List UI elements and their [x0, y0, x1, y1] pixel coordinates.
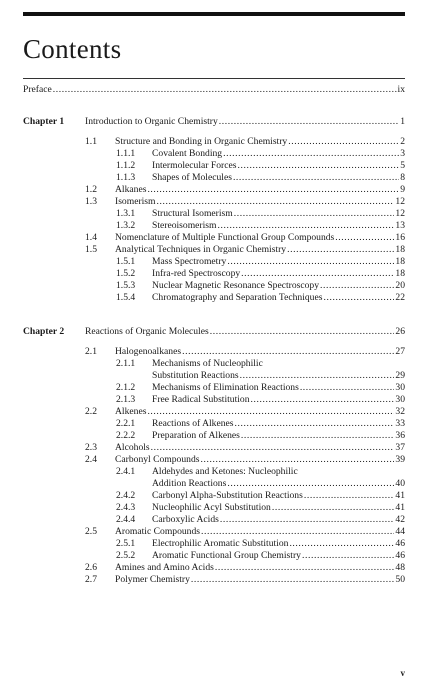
- entry-title: Nucleophilic Acyl Substitution: [152, 502, 271, 513]
- entry-title: Alcohols: [115, 442, 150, 453]
- dot-leader: [287, 244, 394, 256]
- dot-leader: [289, 538, 394, 550]
- entry-page: 12: [395, 208, 405, 219]
- entry-title: Covalent Bonding: [152, 148, 223, 159]
- toc-subsection[interactable]: [116, 292, 405, 304]
- entry-page: 29: [395, 370, 405, 381]
- page-title: Contents: [23, 34, 122, 64]
- entry-title: Isomerism: [115, 196, 156, 207]
- entry-page: 50: [395, 574, 405, 585]
- toc-chapter[interactable]: [23, 116, 405, 128]
- entry-page: 46: [395, 550, 405, 561]
- entry-page: 40: [395, 478, 405, 489]
- entry-page: 27: [395, 346, 405, 357]
- toc-section[interactable]: [85, 244, 405, 256]
- entry-page: 18: [395, 268, 405, 279]
- entry-page: 8: [400, 172, 405, 183]
- entry-number: 1.1.2: [116, 160, 136, 171]
- entry-page: 18: [395, 244, 405, 255]
- entry-number: 1.3: [85, 196, 97, 207]
- toc-subsection-continued[interactable]: [152, 478, 405, 490]
- entry-number: 2.4.1: [116, 466, 136, 477]
- entry-number: Chapter 1: [23, 116, 65, 127]
- entry-page: 41: [395, 502, 405, 513]
- entry-page: 9: [400, 184, 405, 195]
- entry-page: 18: [395, 256, 405, 267]
- entry-number: 1.4: [85, 232, 97, 243]
- dot-leader: [191, 574, 395, 586]
- entry-title: Polymer Chemistry: [115, 574, 190, 585]
- entry-number: 2.1.2: [116, 382, 136, 393]
- dot-leader: [157, 196, 395, 208]
- entry-number: 1.2: [85, 184, 97, 195]
- entry-number: 2.5.1: [116, 538, 136, 549]
- dot-leader: [215, 562, 395, 574]
- entry-page: 37: [395, 442, 405, 453]
- dot-leader: [200, 454, 394, 466]
- dot-leader: [302, 550, 394, 562]
- toc-section[interactable]: [85, 526, 405, 538]
- toc-subsection[interactable]: [116, 256, 405, 268]
- entry-title: Nomenclature of Multiple Functional Group Compounds: [115, 232, 335, 243]
- entry-title: Electrophilic Aromatic Substitution: [152, 538, 289, 549]
- dot-leader: [323, 292, 394, 304]
- dot-leader: [251, 394, 395, 406]
- dot-leader: [147, 406, 394, 418]
- entry-page: 26: [395, 326, 405, 337]
- entry-title: Halogenoalkanes: [115, 346, 182, 357]
- entry-page: 20: [395, 280, 405, 291]
- toc-subsection[interactable]: [116, 160, 405, 172]
- dot-leader: [210, 326, 395, 338]
- dot-leader: [304, 490, 395, 502]
- entry-number: Chapter 2: [23, 326, 65, 337]
- toc-subsection[interactable]: [116, 502, 405, 514]
- toc-subsection[interactable]: [116, 382, 405, 394]
- entry-title: Carbonyl Compounds: [115, 454, 200, 465]
- entry-page: 48: [395, 562, 405, 573]
- toc-subsection[interactable]: [116, 490, 405, 502]
- entry-number: 2.6: [85, 562, 97, 573]
- dot-leader: [320, 280, 394, 292]
- toc-section[interactable]: [85, 562, 405, 574]
- toc-subsection[interactable]: [116, 418, 405, 430]
- toc-section[interactable]: [85, 346, 405, 358]
- page-number: v: [400, 668, 405, 678]
- entry-title: Nuclear Magnetic Resonance Spectroscopy: [152, 280, 320, 291]
- entry-title: Shapes of Molecules: [152, 172, 232, 183]
- dot-leader: [227, 256, 394, 268]
- entry-title: Reactions of Organic Molecules: [85, 326, 209, 337]
- entry-title: Alkanes: [115, 184, 147, 195]
- dot-leader: [227, 478, 394, 490]
- toc-subsection[interactable]: [116, 538, 405, 550]
- toc-subsection[interactable]: [116, 208, 405, 220]
- dot-leader: [219, 116, 399, 128]
- entry-page: 12: [395, 196, 405, 207]
- toc-section[interactable]: [85, 454, 405, 466]
- entry-number: 2.1.1: [116, 358, 136, 369]
- dot-leader: [235, 418, 395, 430]
- entry-page: 42: [395, 514, 405, 525]
- entry-page: 22: [395, 292, 405, 303]
- dot-leader: [234, 208, 395, 220]
- dot-leader: [272, 502, 395, 514]
- entry-page: 1: [400, 116, 405, 127]
- toc-subsection[interactable]: [116, 280, 405, 292]
- toc-subsection-continued[interactable]: [152, 370, 405, 382]
- toc-section[interactable]: [85, 406, 405, 418]
- toc-subsection[interactable]: [116, 514, 405, 526]
- toc-subsection[interactable]: [116, 220, 405, 232]
- entry-page: 5: [400, 160, 405, 171]
- toc-subsection[interactable]: [116, 550, 405, 562]
- toc-subsection[interactable]: [116, 394, 405, 406]
- dot-leader: [241, 430, 394, 442]
- entry-number: 2.1.3: [116, 394, 136, 405]
- entry-number: 1.5.1: [116, 256, 136, 267]
- entry-number: 1.3.2: [116, 220, 136, 231]
- toc-section[interactable]: [85, 184, 405, 196]
- entry-page: 13: [395, 220, 405, 231]
- toc-subsection[interactable]: [116, 466, 405, 478]
- dot-leader: [237, 160, 399, 172]
- entry-page: 30: [395, 382, 405, 393]
- toc-section[interactable]: [85, 232, 405, 244]
- toc-subsection[interactable]: [116, 268, 405, 280]
- entry-title: Analytical Techniques in Organic Chemistry: [115, 244, 287, 255]
- dot-leader: [233, 172, 399, 184]
- entry-title: Structural Isomerism: [152, 208, 233, 219]
- entry-title: Addition Reactions: [152, 478, 227, 489]
- entry-page: ix: [397, 84, 405, 95]
- entry-page: 33: [395, 418, 405, 429]
- entry-number: 1.5.4: [116, 292, 136, 303]
- entry-page: 2: [400, 136, 405, 147]
- top-rule: [23, 12, 405, 16]
- entry-number: 2.1: [85, 346, 97, 357]
- entry-title: Introduction to Organic Chemistry: [85, 116, 218, 127]
- toc-section[interactable]: [85, 574, 405, 586]
- entry-number: 1.3.1: [116, 208, 136, 219]
- entry-title: Mechanisms of Elimination Reactions: [152, 382, 299, 393]
- toc-preface[interactable]: [23, 84, 405, 96]
- toc-subsection[interactable]: [116, 358, 405, 370]
- entry-number: 2.7: [85, 574, 97, 585]
- dot-leader: [53, 84, 397, 96]
- toc-section[interactable]: [85, 442, 405, 454]
- toc-subsection[interactable]: [116, 430, 405, 442]
- entry-title: Preparation of Alkenes: [152, 430, 240, 441]
- dot-leader: [217, 220, 394, 232]
- entry-page: 36: [395, 430, 405, 441]
- entry-title: Mechanisms of Nucleophilic: [152, 358, 263, 369]
- dot-leader: [182, 346, 394, 358]
- entry-title: Aldehydes and Ketones: Nucleophilic: [152, 466, 298, 477]
- entry-title: Chromatography and Separation Techniques: [152, 292, 323, 303]
- entry-title: Mass Spectrometry: [152, 256, 227, 267]
- toc-subsection[interactable]: [116, 148, 405, 160]
- entry-number: 2.2.2: [116, 430, 136, 441]
- title-divider: [23, 78, 405, 79]
- entry-number: 2.2.1: [116, 418, 136, 429]
- entry-page: 41: [395, 490, 405, 501]
- dot-leader: [151, 442, 395, 454]
- entry-title: Infra-red Spectroscopy: [152, 268, 241, 279]
- entry-title: Free Radical Substitution: [152, 394, 250, 405]
- dot-leader: [220, 514, 395, 526]
- dot-leader: [147, 184, 399, 196]
- dot-leader: [240, 370, 395, 382]
- entry-number: 1.1.1: [116, 148, 136, 159]
- dot-leader: [223, 148, 399, 160]
- entry-number: 2.4.3: [116, 502, 136, 513]
- toc-section[interactable]: [85, 136, 405, 148]
- entry-title: Aromatic Functional Group Chemistry: [152, 550, 301, 561]
- entry-number: 1.5: [85, 244, 97, 255]
- dot-leader: [300, 382, 395, 394]
- dot-leader: [241, 268, 394, 280]
- entry-number: 1.5.3: [116, 280, 136, 291]
- entry-number: 1.5.2: [116, 268, 136, 279]
- entry-title: Intermolecular Forces: [152, 160, 237, 171]
- dot-leader: [335, 232, 394, 244]
- entry-title: Substitution Reactions: [152, 370, 239, 381]
- entry-title: Alkenes: [115, 406, 147, 417]
- entry-title: Preface: [23, 84, 52, 95]
- entry-number: 2.3: [85, 442, 97, 453]
- entry-page: 46: [395, 538, 405, 549]
- toc-subsection[interactable]: [116, 172, 405, 184]
- entry-page: 32: [395, 406, 405, 417]
- entry-number: 1.1.3: [116, 172, 136, 183]
- dot-leader: [201, 526, 394, 538]
- entry-number: 2.5: [85, 526, 97, 537]
- entry-number: 2.4.2: [116, 490, 136, 501]
- entry-title: Carbonyl Alpha-Substitution Reactions: [152, 490, 303, 501]
- entry-page: 44: [395, 526, 405, 537]
- toc-chapter[interactable]: [23, 326, 405, 338]
- entry-number: 2.4: [85, 454, 97, 465]
- entry-number: 2.2: [85, 406, 97, 417]
- entry-title: Amines and Amino Acids: [115, 562, 214, 573]
- entry-page: 3: [400, 148, 405, 159]
- entry-number: 1.1: [85, 136, 97, 147]
- entry-page: 16: [395, 232, 405, 243]
- dot-leader: [288, 136, 399, 148]
- entry-title: Aromatic Compounds: [115, 526, 201, 537]
- entry-number: 2.5.2: [116, 550, 136, 561]
- entry-title: Structure and Bonding in Organic Chemistry: [115, 136, 288, 147]
- entry-title: Reactions of Alkenes: [152, 418, 234, 429]
- entry-page: 30: [395, 394, 405, 405]
- entry-title: Carboxylic Acids: [152, 514, 219, 525]
- toc-section[interactable]: [85, 196, 405, 208]
- entry-page: 39: [395, 454, 405, 465]
- entry-title: Stereoisomerism: [152, 220, 217, 231]
- entry-number: 2.4.4: [116, 514, 136, 525]
